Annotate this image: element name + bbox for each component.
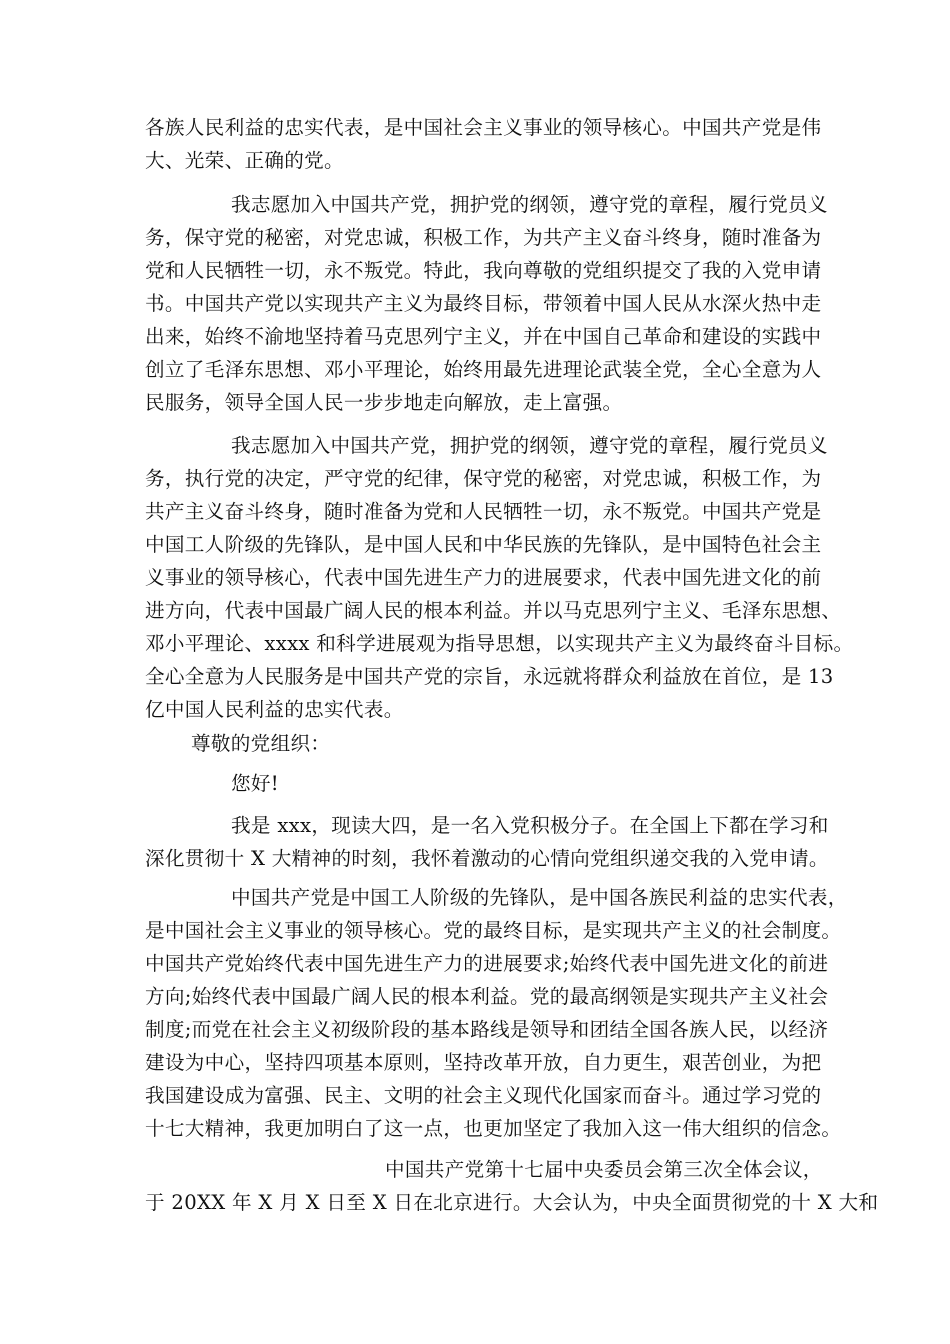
text-line: 出来，始终不渝地坚持着马克思列宁主义，并在中国自己革命和建设的实践中 (145, 325, 822, 348)
paragraph-first-line: 我志愿加入中国共产党，拥护党的纲领，遵守党的章程，履行党员义 (231, 434, 828, 457)
paragraph-first-line: 我是 xxx，现读大四，是一名入党积极分子。在全国上下都在学习和 (231, 814, 829, 837)
text-line: 中国工人阶级的先锋队，是中国人民和中华民族的先锋队，是中国特色社会主 (145, 533, 822, 556)
text-line: 务，保守党的秘密，对党忠诚，积极工作，为共产主义奋斗终身，随时准备为 (145, 226, 822, 249)
text-line: 书。中国共产党以实现共产主义为最终目标，带领着中国人民从水深火热中走 (145, 292, 822, 315)
text-line: 大、光荣、正确的党。 (145, 149, 344, 172)
text-line: 我国建设成为富强、民主、文明的社会主义现代化国家而奋斗。通过学习党的 (145, 1084, 822, 1107)
paragraph-first-line: 中国共产党第十七届中央委员会第三次全体会议， (385, 1158, 823, 1181)
text-line: 进方向，代表中国最广阔人民的根本利益。并以马克思列宁主义、毛泽东思想、 (145, 599, 842, 622)
salutation: 尊敬的党组织： (191, 732, 331, 755)
text-line: 是中国社会主义事业的领导核心。党的最终目标，是实现共产主义的社会制度。 (145, 919, 842, 942)
text-line: 亿中国人民利益的忠实代表。 (145, 698, 404, 721)
text-line: 制度;而党在社会主义初级阶段的基本路线是领导和团结全国各族人民，以经济 (145, 1018, 829, 1041)
text-line: 于 20XX 年 X 月 X 日至 X 日在北京进行。大会认为，中央全面贯彻党的十 X 大和 (145, 1191, 879, 1214)
paragraph-first-line: 我志愿加入中国共产党，拥护党的纲领，遵守党的章程，履行党员义 (231, 193, 828, 216)
text-line: 深化贯彻十 X 大精神的时刻，我怀着激动的心情向党组织递交我的入党申请。 (145, 847, 829, 870)
text-line: 全心全意为人民服务是中国共产党的宗旨，永远就将群众利益放在首位，是 13 (145, 665, 834, 688)
text-line: 十七大精神，我更加明白了这一点，也更加坚定了我加入这一伟大组织的信念。 (145, 1117, 842, 1140)
text-line: 邓小平理论、xxxx 和科学进展观为指导思想，以实现共产主义为最终奋斗目标。 (145, 632, 854, 655)
paragraph-first-line: 中国共产党是中国工人阶级的先锋队，是中国各族民利益的忠实代表， (231, 886, 848, 909)
text-line: 务，执行党的决定，严守党的纪律，保守党的秘密，对党忠诚，积极工作，为 (145, 467, 822, 490)
text-line: 义事业的领导核心，代表中国先进生产力的进展要求，代表中国先进文化的前 (145, 566, 822, 589)
text-line: 建设为中心，坚持四项基本原则，坚持改革开放，自力更生，艰苦创业，为把 (145, 1051, 822, 1074)
text-line: 创立了毛泽东思想、邓小平理论，始终用最先进理论武装全党，全心全意为人 (145, 358, 822, 381)
text-line: 共产主义奋斗终身，随时准备为党和人民牺牲一切，永不叛党。中国共产党是 (145, 500, 822, 523)
text-line: 中国共产党始终代表中国先进生产力的进展要求;始终代表中国先进文化的前进 (145, 952, 829, 975)
text-line: 党和人民牺牲一切，永不叛党。特此，我向尊敬的党组织提交了我的入党申请 (145, 259, 822, 282)
greeting: 您好! (231, 772, 279, 795)
text-line: 各族人民利益的忠实代表，是中国社会主义事业的领导核心。中国共产党是伟 (145, 116, 822, 139)
text-line: 民服务，领导全国人民一步步地走向解放，走上富强。 (145, 391, 623, 414)
text-line: 方向;始终代表中国最广阔人民的根本利益。党的最高纲领是实现共产主义社会 (145, 985, 829, 1008)
